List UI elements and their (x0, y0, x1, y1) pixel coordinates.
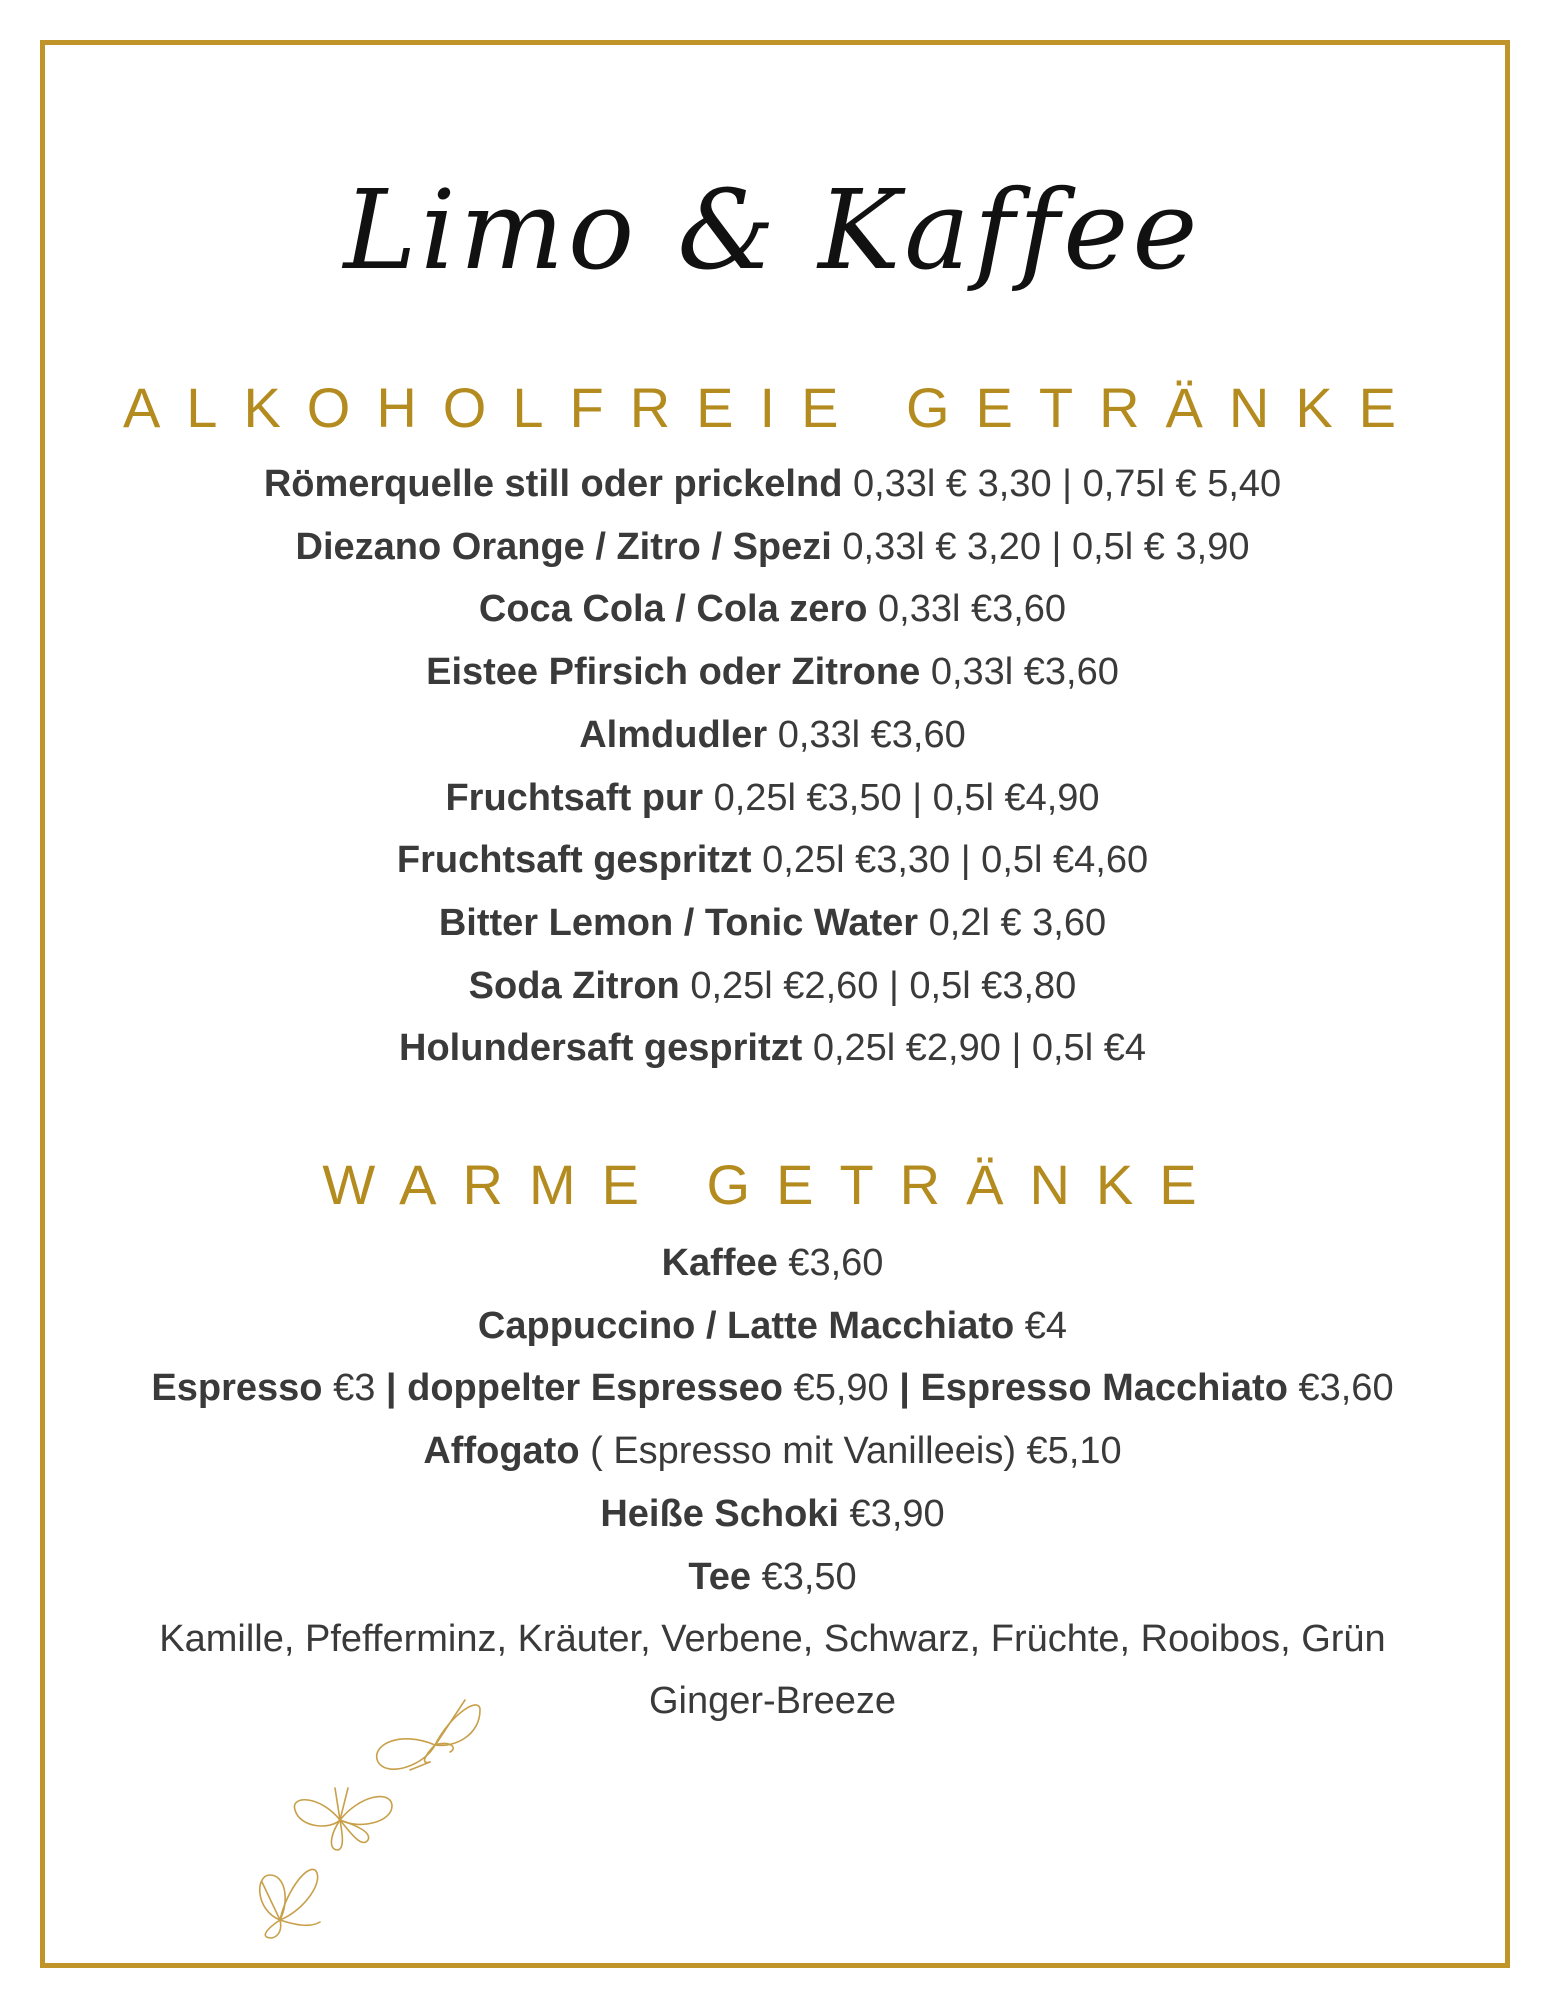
warm-drinks-heading: WARME GETRÄNKE (322, 1153, 1223, 1216)
item-price: 0,33l € 3,30 | 0,75l € 5,40 (852, 463, 1282, 505)
item-name: Espresso Macchiato (920, 1367, 1288, 1410)
item-name: doppelter Espresseo (407, 1367, 784, 1410)
item-price: €3,90 (849, 1492, 945, 1535)
soft-drinks-list (0, 453, 1545, 1080)
menu-item-tee (0, 1546, 1545, 1609)
menu-title: Limo & Kaffee (343, 166, 1202, 294)
item-price: €4 (1024, 1304, 1068, 1347)
menu-item-espresso (0, 1357, 1545, 1420)
item-price: 0,2l € 3,60 (928, 901, 1107, 944)
item-name: Tee (688, 1555, 751, 1598)
item-name: Eistee Pfirsich oder Zitrone (426, 651, 921, 694)
tea-varieties: Kamille, Pfefferminz, Kräuter, Verbene, Schwarz, Früchte, Rooibos, Grün (159, 1618, 1386, 1660)
item-name: Cappuccino / Latte Macchiato (477, 1304, 1015, 1347)
item-price: 0,33l € 3,20 | 0,5l € 3,90 (842, 525, 1250, 568)
menu-item (0, 516, 1545, 579)
menu-item (0, 955, 1545, 1018)
menu-item-affogato (0, 1420, 1545, 1483)
menu-item-schoki (0, 1483, 1545, 1546)
item-name: Heiße Schoki (600, 1492, 839, 1535)
item-name: Fruchtsaft pur (445, 776, 704, 819)
item-price: €5,10 (1026, 1430, 1122, 1473)
butterfly-icon (377, 1700, 480, 1770)
item-name: Espresso (151, 1367, 323, 1410)
item-name: Soda Zitron (468, 964, 680, 1007)
menu-item-cappuccino (0, 1295, 1545, 1358)
item-name: Almdudler (579, 713, 768, 756)
separator: | (899, 1367, 910, 1410)
butterfly-icon (294, 1788, 392, 1850)
tea-extra: Ginger-Breeze (648, 1680, 897, 1722)
item-price: €5,90 (793, 1367, 889, 1410)
item-price: 0,25l €3,30 | 0,5l €4,60 (762, 839, 1149, 882)
item-name: Diezano Orange / Zitro / Spezi (295, 525, 832, 568)
item-price: 0,25l €3,50 | 0,5l €4,90 (713, 776, 1100, 819)
item-name: Fruchtsaft gespritzt (396, 839, 752, 882)
menu-item (0, 453, 1545, 516)
item-name: Coca Cola / Cola zero (478, 588, 868, 631)
item-price: €3,60 (788, 1242, 884, 1284)
menu-item (0, 767, 1545, 830)
separator: | (385, 1367, 397, 1410)
item-name: Römerquelle still oder prickelnd (263, 463, 843, 505)
warm-drinks-list (0, 1232, 1545, 1608)
item-detail: ( Espresso mit Vanilleeis) (590, 1430, 1016, 1473)
menu-item (0, 578, 1545, 641)
item-name: Affogato (423, 1430, 580, 1473)
item-price: €3,50 (761, 1555, 857, 1598)
item-name: Holundersaft gespritzt (399, 1027, 803, 1070)
soft-drinks-heading: ALKOHOLFREIE GETRÄNKE (122, 376, 1423, 439)
item-price: 0,25l €2,90 | 0,5l €4 (812, 1027, 1146, 1070)
butterfly-icon (260, 1869, 320, 1938)
menu-item (0, 829, 1545, 892)
item-price: €3 (333, 1367, 376, 1410)
item-price: 0,33l €3,60 (878, 588, 1067, 631)
menu-item (0, 892, 1545, 955)
menu-item-kaffee (0, 1232, 1545, 1295)
item-price: 0,33l €3,60 (930, 651, 1119, 694)
menu-item (0, 1017, 1545, 1080)
item-name: Kaffee (661, 1242, 778, 1284)
menu-item (0, 704, 1545, 767)
item-price: 0,25l €2,60 | 0,5l €3,80 (690, 964, 1077, 1007)
item-price: €3,60 (1298, 1367, 1394, 1410)
item-name: Bitter Lemon / Tonic Water (438, 901, 919, 944)
item-price: 0,33l €3,60 (777, 713, 966, 756)
menu-item (0, 641, 1545, 704)
butterflies-decoration (250, 1670, 540, 1940)
